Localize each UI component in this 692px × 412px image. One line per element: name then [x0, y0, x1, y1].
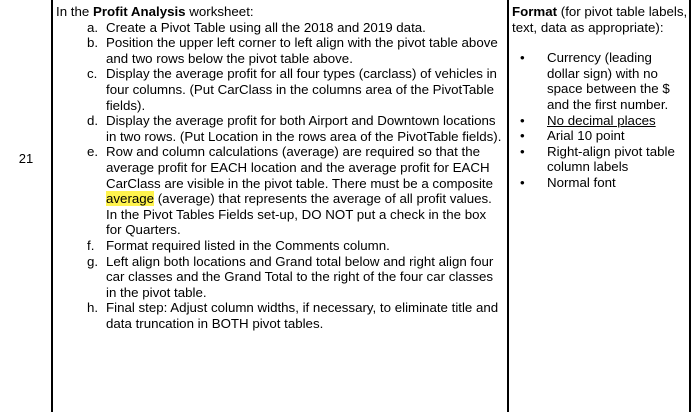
format-item-currency: • Currency (leading dollar sign) with no space between the $ and the first number. — [520, 50, 670, 112]
step-b: b. Position the upper left corner to left align with the pivot table above and two rows below the pivot table above. — [87, 35, 498, 66]
instruction-steps — [56, 20, 504, 332]
step-h: h. Final step: Adjust column widths, if necessary, to eliminate title and data truncation in BOTH pivot tables. — [87, 300, 499, 331]
step-g: g. Left align both locations and Grand total below and right align four car classes and the Grand Total to the right of the four car classes in the pivot table. — [87, 253, 494, 300]
format-item-decimals: • No decimal places — [520, 112, 656, 128]
column-divider-right — [689, 0, 691, 412]
format-cell — [512, 4, 688, 191]
step-c: c. Display the average profit for all four types (carclass) of vehicles in four columns. (Put CarClass in the columns area of the PivotTable fields). — [87, 66, 497, 113]
bullet-icon: • — [520, 143, 525, 159]
bullet-icon: • — [520, 50, 525, 66]
column-divider-left — [51, 0, 53, 412]
bullet-icon: • — [520, 174, 525, 190]
format-list — [512, 50, 688, 190]
format-item-font-style: • Normal font — [520, 174, 616, 190]
step-f: f. Format required listed in the Comments column. — [87, 237, 390, 253]
highlighted-word: average — [106, 191, 155, 207]
step-d: d. Display the average profit for both Airport and Downtown locations in two rows. (Put Location in the rows area of the PivotTable fields). — [87, 113, 502, 144]
column-divider-middle — [507, 0, 509, 412]
instructions-cell — [56, 4, 504, 331]
step-a: a. Create a Pivot Table using all the 2018 and 2019 data. — [87, 19, 426, 35]
row-number: 21 — [18, 151, 34, 166]
format-item-alignment: • Right-align pivot table column labels — [520, 143, 675, 175]
instructions-intro: In the Profit Analysis worksheet: — [56, 4, 254, 19]
format-heading: Format (for pivot table labels, text, data as appropriate): — [512, 4, 688, 35]
format-item-font-size: • Arial 10 point — [520, 128, 625, 144]
worksheet-name: Profit Analysis — [92, 4, 186, 19]
bullet-icon: • — [520, 128, 525, 144]
step-e: e. Row and column calculations (average) are required so that the average profit for EACH location and the average profit for EACH CarClass are visible in the pivot table. There must be a composite average (average) that represents the average of all profit values. In the Pivot Tables Fields set-up, DO NOT put a check in the box for Quarters. — [87, 144, 494, 238]
bullet-icon: • — [520, 112, 525, 128]
